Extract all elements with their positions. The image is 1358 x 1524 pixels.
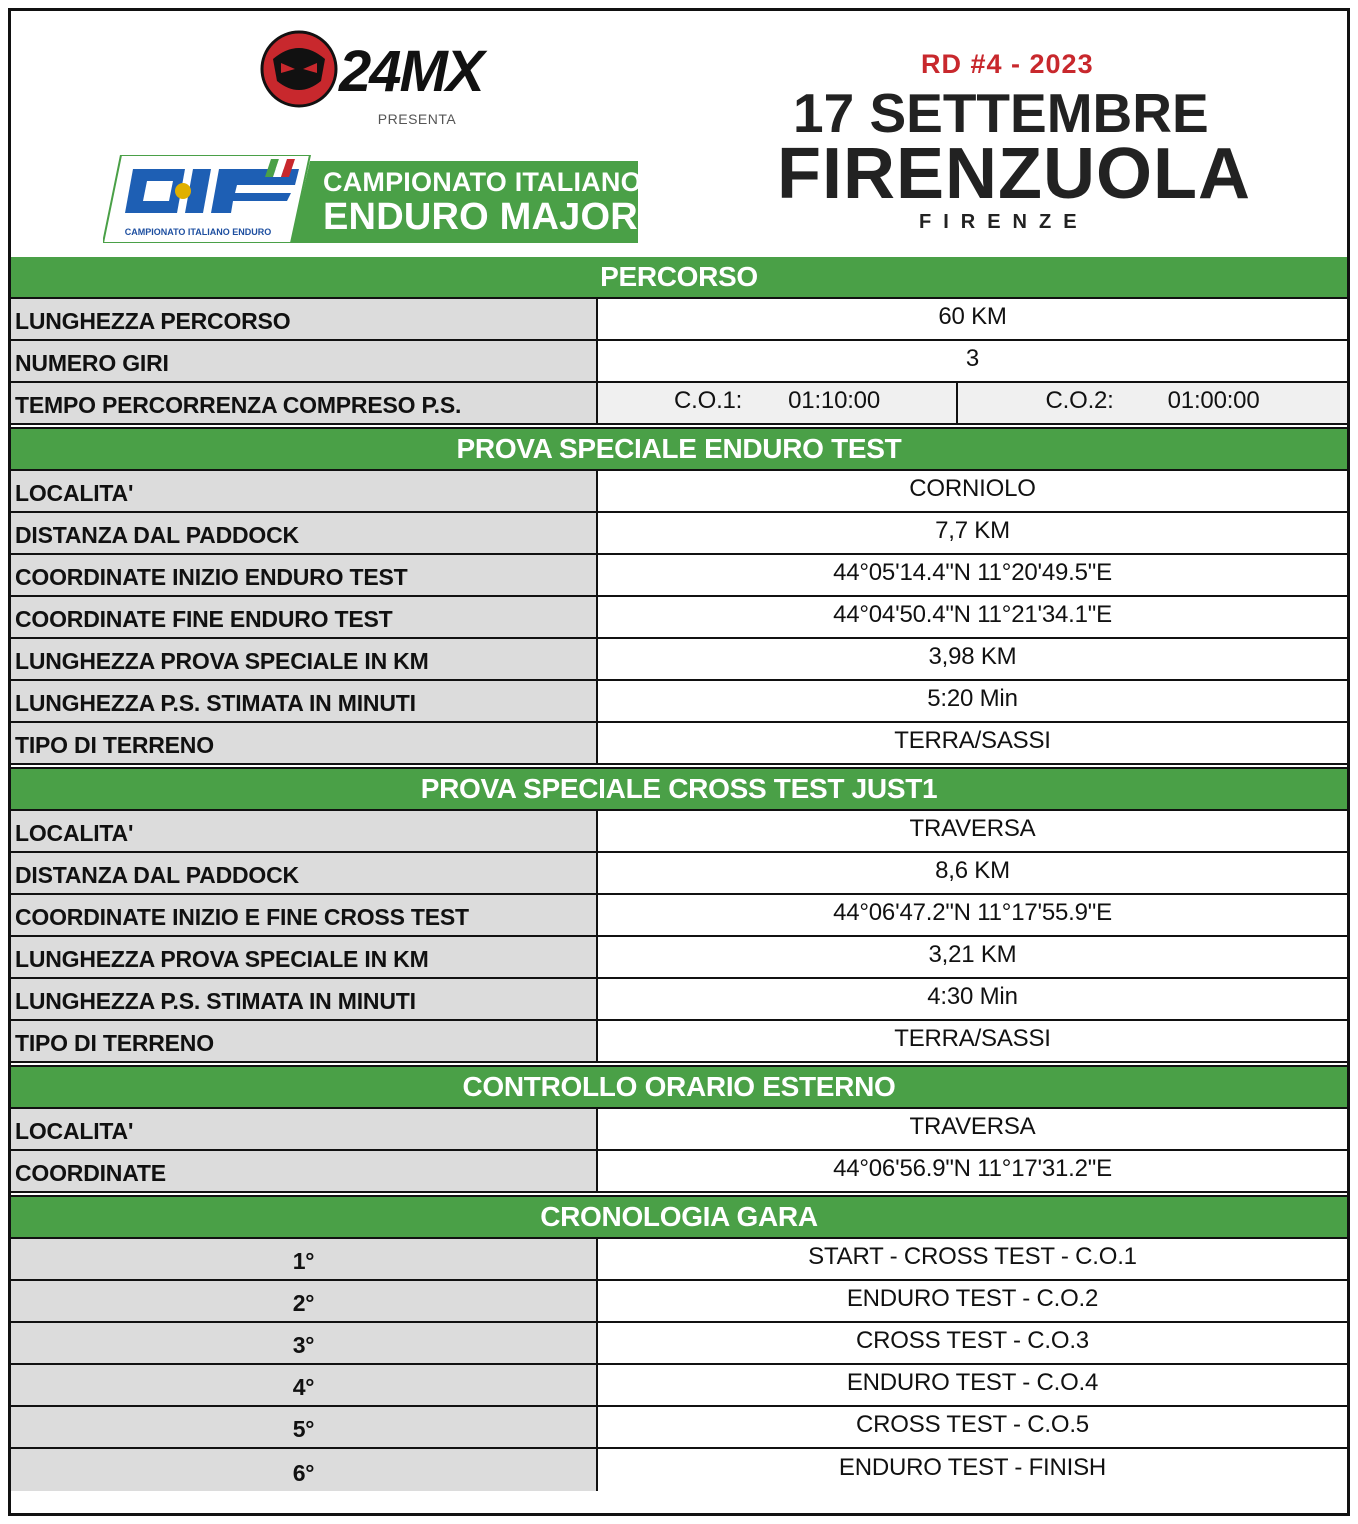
row-label: 5° [11, 1407, 598, 1447]
section-cronologia-title: CRONOLOGIA GARA [11, 1197, 1347, 1239]
row-label: LUNGHEZZA PERCORSO [11, 299, 598, 339]
table-row [11, 681, 1347, 723]
row-label: TIPO DI TERRENO [11, 1021, 598, 1061]
row-label: 6° [11, 1449, 598, 1491]
cie-badge-text: CAMPIONATO ITALIANO ENDURO [124, 227, 272, 237]
row-label: LUNGHEZZA P.S. STIMATA IN MINUTI [11, 979, 598, 1019]
row-label: 1° [11, 1239, 598, 1279]
row-label: LUNGHEZZA PROVA SPECIALE IN KM [11, 639, 598, 679]
table-row [11, 1239, 1347, 1281]
table-row [11, 853, 1347, 895]
table-row [11, 513, 1347, 555]
row-label: COORDINATE FINE ENDURO TEST [11, 597, 598, 637]
row-value: ENDURO TEST - FINISH [598, 1449, 1347, 1491]
table-row [11, 1323, 1347, 1365]
table-row [11, 299, 1347, 341]
24mx-wordmark: 24MX [339, 39, 483, 104]
row-label: DISTANZA DAL PADDOCK [11, 513, 598, 553]
co2-cell [958, 383, 1347, 423]
row-label: 4° [11, 1365, 598, 1405]
row-value: TERRA/SASSI [598, 1021, 1347, 1061]
row-label: COORDINATE [11, 1151, 598, 1191]
section-controllo-title: CONTROLLO ORARIO ESTERNO [11, 1067, 1347, 1109]
header [11, 11, 1347, 254]
row-value: ENDURO TEST - C.O.2 [598, 1281, 1347, 1321]
co1-cell [598, 383, 958, 423]
section-cross-title: PROVA SPECIALE CROSS TEST JUST1 [11, 769, 1347, 811]
event-date: 17 SETTEMBRE [793, 82, 1209, 144]
table-row [11, 471, 1347, 513]
table-row [11, 1281, 1347, 1323]
row-value: 8,6 KM [598, 853, 1347, 893]
row-value: ENDURO TEST - C.O.4 [598, 1365, 1347, 1405]
row-label: 2° [11, 1281, 598, 1321]
table-row [11, 597, 1347, 639]
co2-value: 01:00:00 [1167, 387, 1260, 414]
table-row [11, 1151, 1347, 1193]
event-city: FIRENZUOLA [777, 134, 1251, 214]
table-row [11, 341, 1347, 383]
row-label: LOCALITA' [11, 1109, 598, 1149]
row-value: CROSS TEST - C.O.5 [598, 1407, 1347, 1447]
table-row [11, 723, 1347, 765]
row-value: 44°06'47.2"N 11°17'55.9"E [598, 895, 1347, 935]
table-row [11, 639, 1347, 681]
row-value: 3,98 KM [598, 639, 1347, 679]
row-value: TERRA/SASSI [598, 723, 1347, 763]
row-value: 44°06'56.9"N 11°17'31.2"E [598, 1151, 1347, 1191]
row-value: 44°05'14.4"N 11°20'49.5"E [598, 555, 1347, 595]
table-row [11, 811, 1347, 853]
co1-value: 01:10:00 [788, 387, 880, 414]
race-info-sheet [8, 8, 1350, 1516]
row-label: LUNGHEZZA PROVA SPECIALE IN KM [11, 937, 598, 977]
table-row [11, 555, 1347, 597]
row-value: 5:20 Min [598, 681, 1347, 721]
row-label: 3° [11, 1323, 598, 1363]
table-row [11, 1449, 1347, 1491]
table-row [11, 1109, 1347, 1151]
row-value: 7,7 KM [598, 513, 1347, 553]
event-province: FIRENZE [919, 211, 1089, 233]
table-row [11, 1365, 1347, 1407]
info-table [11, 257, 1347, 1491]
row-label: LOCALITA' [11, 811, 598, 851]
row-value: TRAVERSA [598, 811, 1347, 851]
row-value: 60 KM [598, 299, 1347, 339]
24mx-logo [259, 29, 579, 109]
section-enduro-title: PROVA SPECIALE ENDURO TEST [11, 429, 1347, 471]
presenta-label: PRESENTA [377, 111, 457, 127]
row-label: TEMPO PERCORRENZA COMPRESO P.S. [11, 383, 598, 423]
row-value: 3,21 KM [598, 937, 1347, 977]
row-label: NUMERO GIRI [11, 341, 598, 381]
table-row-tempo [11, 383, 1347, 425]
row-value: 4:30 Min [598, 979, 1347, 1019]
row-label: COORDINATE INIZIO E FINE CROSS TEST [11, 895, 598, 935]
row-value: CORNIOLO [598, 471, 1347, 511]
cie-title-line1: CAMPIONATO ITALIANO [323, 167, 642, 197]
table-row [11, 1021, 1347, 1063]
co2-label: C.O.2: [1045, 387, 1114, 414]
table-row [11, 979, 1347, 1021]
row-label: LUNGHEZZA P.S. STIMATA IN MINUTI [11, 681, 598, 721]
row-value: 44°04'50.4"N 11°21'34.1"E [598, 597, 1347, 637]
co1-label: C.O.1: [674, 387, 743, 414]
table-row [11, 937, 1347, 979]
row-label: LOCALITA' [11, 471, 598, 511]
row-label: DISTANZA DAL PADDOCK [11, 853, 598, 893]
row-value: TRAVERSA [598, 1109, 1347, 1149]
section-percorso-title: PERCORSO [11, 257, 1347, 299]
row-value: START - CROSS TEST - C.O.1 [598, 1239, 1347, 1279]
table-row [11, 1407, 1347, 1449]
table-row [11, 895, 1347, 937]
row-value: 3 [598, 341, 1347, 381]
cie-title-line2: ENDURO MAJOR [323, 196, 638, 238]
row-label: TIPO DI TERRENO [11, 723, 598, 763]
round-label: RD #4 - 2023 [921, 49, 1094, 79]
row-label: COORDINATE INIZIO ENDURO TEST [11, 555, 598, 595]
row-value: CROSS TEST - C.O.3 [598, 1323, 1347, 1363]
